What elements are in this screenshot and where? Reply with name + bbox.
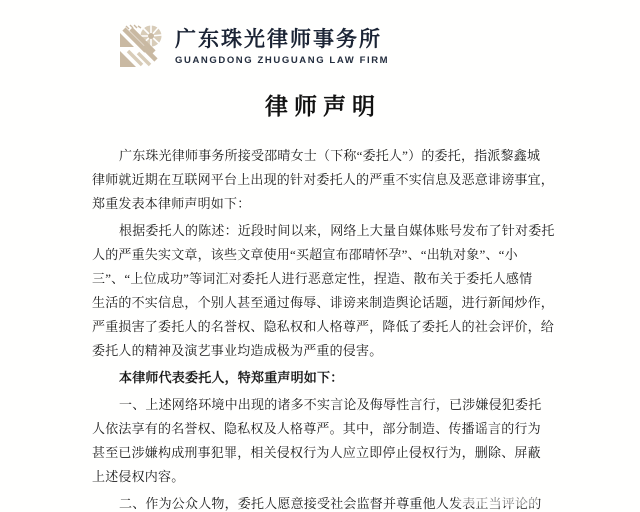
statement-body — [92, 144, 554, 512]
statement-line: 上述侵权内容。 — [92, 469, 185, 484]
statement-line: 严重损害了委托人的名誉权、隐私权和人格尊严，降低了委托人的社会评价，给 — [92, 319, 555, 334]
statement-declaration-heading: 本律师代表委托人，特郑重声明如下： — [119, 370, 344, 385]
statement-line: 三”、“上位成功”等词汇对委托人进行恶意定性，捏造、散布关于委托人感情 — [92, 271, 533, 286]
law-firm-emblem-icon — [118, 23, 166, 69]
statement-line: 二、作为公众人物，委托人愿意接受社会监督并尊重他人发表正当评论的 — [119, 496, 542, 511]
letterhead — [118, 23, 389, 69]
statement-line: 律师就近期在互联网平台上出现的针对委托人的严重不实信息及恶意诽谤事宜， — [92, 172, 555, 187]
statement-line: 甚至已涉嫌构成刑事犯罪，相关侵权行为人应立即停止侵权行为，删除、屏蔽 — [92, 445, 541, 460]
statement-title: 律师声明 — [265, 94, 381, 119]
statement-line: 广东珠光律师事务所接受邵晴女士（下称“委托人”）的委托，指派黎鑫城 — [119, 148, 541, 163]
law-firm-name-en: GUANGDONG ZHUGUANG LAW FIRM — [175, 55, 390, 66]
statement-line: 委托人的精神及演艺事业均造成极为严重的侵害。 — [92, 343, 383, 358]
law-firm-name-block — [175, 26, 389, 66]
statement-line: 一、上述网络环境中出现的诸多不实言论及侮辱性言行，已涉嫌侵犯委托 — [119, 397, 542, 412]
statement-document — [92, 92, 554, 512]
statement-line: 根据委托人的陈述：近段时间以来，网络上大量自媒体账号发布了针对委托 — [119, 223, 555, 238]
law-firm-name-cn: 广东珠光律师事务所 — [175, 27, 382, 51]
statement-line: 人依法享有的名誉权、隐私权及人格尊严。其中，部分制造、传播谣言的行为 — [92, 421, 541, 436]
statement-line: 郑重发表本律师声明如下： — [92, 196, 251, 211]
statement-line: 生活的不实信息，个别人甚至通过侮辱、诽谤来制造舆论话题，进行新闻炒作， — [92, 295, 555, 310]
statement-line: 人的严重失实文章，该些文章使用“买超宣布邵晴怀孕”、“出轨对象”、“小 — [92, 247, 518, 262]
